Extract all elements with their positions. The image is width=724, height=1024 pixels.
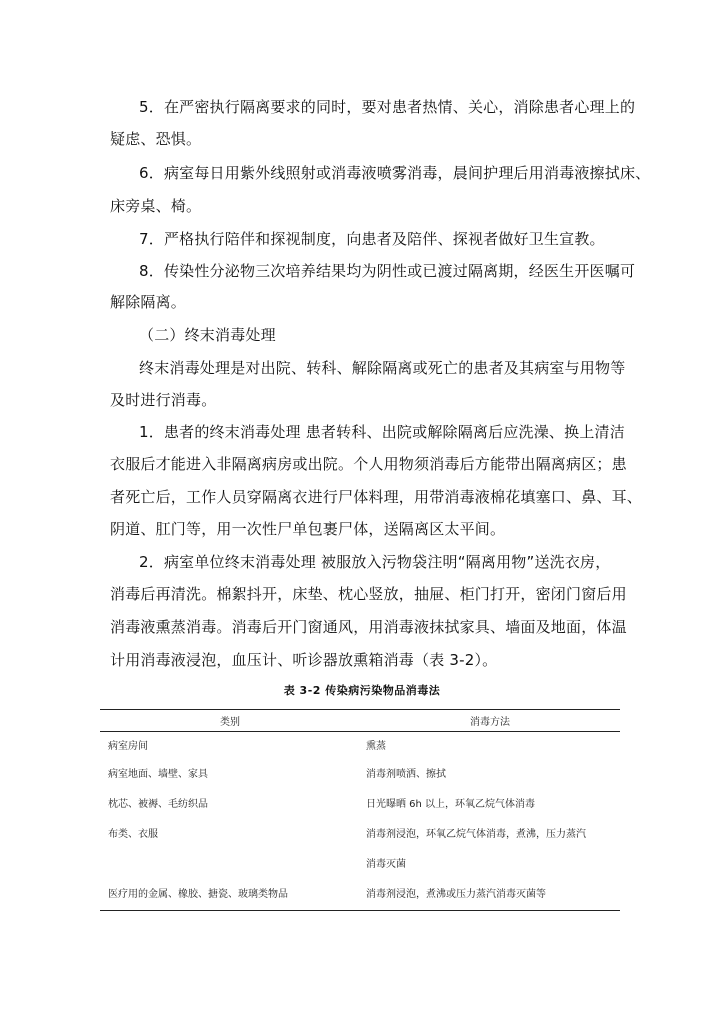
category-cell: 医疗用的金属、橡胶、搪瓷、玻璃类物品 bbox=[100, 880, 360, 911]
method-cell-line-1: 消毒剂浸泡，环氧乙烷气体消毒，煮沸，压力蒸汽 bbox=[366, 829, 586, 840]
category-cell: 枕芯、被褥、毛纺织品 bbox=[108, 799, 208, 810]
method-cell bbox=[360, 820, 620, 880]
paragraph-8-line-1: 8．传染性分泌物三次培养结果均为阴性或已渡过隔离期，经医生开医嘱可 bbox=[139, 262, 636, 280]
ward-disinfection-line-3: 消毒液熏蒸消毒。消毒后开门窗通风，用消毒液抹拭家具、墙面及地面，体温 bbox=[110, 618, 627, 636]
patient-disinfection-line-2: 衣服后才能进入非隔离病房或出院。个人用物须消毒后方能带出隔离病区；患 bbox=[110, 455, 627, 473]
method-cell: 消毒剂喷洒、擦拭 bbox=[366, 769, 446, 780]
paragraph-6-line-1: 6．病室每日用紫外线照射或消毒液喷雾消毒，晨间护理后用消毒液擦拭床、 bbox=[139, 164, 651, 182]
table-header-row bbox=[100, 710, 620, 732]
ward-disinfection-line-4: 计用消毒液浸泡，血压计、听诊器放熏箱消毒（表 3-2）。 bbox=[110, 651, 498, 669]
header-category: 类别 bbox=[100, 710, 360, 732]
paragraph-8-line-2: 解除隔离。 bbox=[110, 293, 187, 311]
table-row bbox=[100, 760, 620, 790]
paragraph-6-line-2: 床旁桌、椅。 bbox=[110, 197, 202, 215]
intro-paragraph-line-1: 终末消毒处理是对出院、转科、解除隔离或死亡的患者及其病室与用物等 bbox=[139, 359, 626, 377]
ward-disinfection-line-2: 消毒后再清洗。棉絮抖开，床垫、枕心竖放，抽屉、柜门打开，密闭门窗后用 bbox=[110, 585, 627, 603]
table-caption: 表 3-2 传染病污染物品消毒法 bbox=[283, 684, 441, 697]
header-method: 消毒方法 bbox=[360, 710, 620, 732]
paragraph-5-line-1: 5．在严密执行隔离要求的同时，要对患者热情、关心，消除患者心理上的 bbox=[139, 98, 636, 116]
patient-disinfection-line-1: 1．患者的终末消毒处理 患者转科、出院或解除隔离后应洗澡、换上清洁 bbox=[139, 423, 625, 441]
method-cell: 日光曝晒 6h 以上，环氧乙烷气体消毒 bbox=[366, 799, 536, 810]
section-heading-terminal-disinfection: （二）终末消毒处理 bbox=[139, 326, 276, 344]
disinfection-table bbox=[100, 709, 620, 911]
table-row bbox=[100, 820, 620, 880]
paragraph-5-line-2: 疑虑、恐惧。 bbox=[110, 130, 202, 148]
category-cell: 病室地面、墙壁、家具 bbox=[108, 769, 208, 780]
table-row bbox=[100, 880, 620, 911]
table-row bbox=[100, 790, 620, 820]
ward-disinfection-line-1: 2．病室单位终末消毒处理 被服放入污物袋注明“隔离用物”送洗衣房， bbox=[139, 553, 611, 571]
patient-disinfection-line-4: 阴道、肛门等，用一次性尸单包裹尸体，送隔离区太平间。 bbox=[110, 520, 506, 538]
method-cell-line-2: 消毒灭菌 bbox=[366, 859, 406, 870]
category-cell: 病室房间 bbox=[108, 741, 148, 752]
paragraph-7-line-1: 7．严格执行陪伴和探视制度，向患者及陪伴、探视者做好卫生宣教。 bbox=[139, 230, 605, 248]
patient-disinfection-line-3: 者死亡后，工作人员穿隔离衣进行尸体料理，用带消毒液棉花填塞口、鼻、耳、 bbox=[110, 488, 643, 506]
method-cell: 消毒剂浸泡，煮沸或压力蒸汽消毒灭菌等 bbox=[360, 880, 620, 911]
table-row bbox=[100, 732, 620, 761]
category-cell: 布类、衣服 bbox=[108, 829, 158, 840]
intro-paragraph-line-2: 及时进行消毒。 bbox=[110, 391, 217, 409]
method-cell: 熏蒸 bbox=[366, 741, 386, 752]
